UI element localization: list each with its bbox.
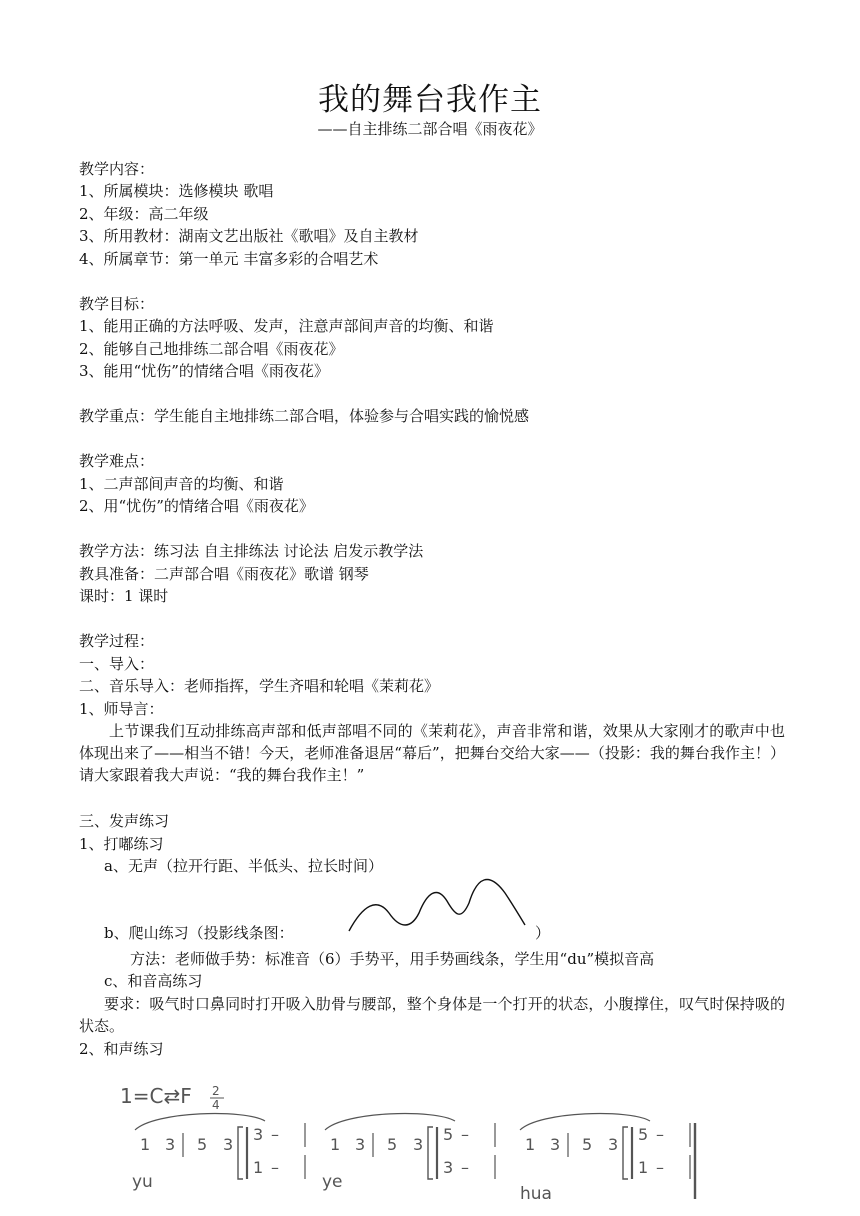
lower-part-dash: – [271,1158,279,1177]
part-bracket [623,1127,628,1179]
exercise-b-method: 方法：老师做手势：标准音（6）手势平，用手势画线条，学生用“du”模拟音高 [130,950,655,968]
exercise-c-requirement: 要求：吸气时口鼻同时打开吸入肋骨与腰部，整个身体是一个打开的状态，小腹撑住，叹气时保持吸的状态。 [79,995,785,1035]
lower-part-note: 1 [638,1158,649,1177]
process-step: 三、发声练习 [79,812,170,830]
score-time-top: 2 [212,1084,220,1098]
difficulty-item: 2、用“忧伤”的情绪合唱《雨夜花》 [79,497,314,515]
lower-part-dash: – [461,1158,469,1177]
score-note: 5 [387,1135,398,1154]
score-note: 1 [140,1135,151,1154]
slur-mark [135,1114,265,1130]
slur-mark [325,1114,455,1130]
lyric-syllable: hua [520,1184,552,1204]
score-note: 3 [223,1135,234,1154]
process-substep: 2、和声练习 [79,1040,164,1058]
difficulty-item: 1、二声部间声音的均衡、和谐 [79,475,284,493]
lyric-syllable: yu [132,1172,153,1192]
page-subtitle: ——自主排练二部合唱《雨夜花》 [317,120,543,138]
upper-part-dash: – [656,1125,664,1144]
exercise-b-close: ） [535,924,551,942]
difficulty-heading: 教学难点： [79,452,155,470]
part-bracket [238,1127,243,1179]
harmony-score [120,1075,740,1205]
score-time-bottom: 4 [212,1098,220,1112]
teaching-method: 教学方法：练习法 自主排练法 讨论法 启发示教学法 [79,542,424,560]
goal-item: 1、能用正确的方法呼吸、发声，注意声部间声音的均衡、和谐 [79,317,494,335]
content-heading: 教学内容： [79,160,155,178]
lower-part-note: 1 [253,1158,264,1177]
process-heading: 教学过程： [79,632,155,650]
content-item: 2、年级：高二年级 [79,205,209,223]
exercise-b: b、爬山练习（投影线条图： [104,924,294,942]
score-note: 1 [330,1135,341,1154]
score-note: 3 [550,1135,561,1154]
part-bracket [428,1127,433,1179]
score-key: 1=C⇄F [120,1084,192,1108]
exercise-c: c、和音高练习 [104,972,203,990]
score-note: 3 [165,1135,176,1154]
process-substep: 1、打嘟练习 [79,835,164,853]
content-item: 1、所属模块：选修模块 歌唱 [79,182,274,200]
page-title: 我的舞台我作主 [318,82,542,118]
content-item: 3、所用教材：湖南文艺出版社《歌唱》及自主教材 [79,227,419,245]
process-step: 二、音乐导入：老师指挥，学生齐唱和轮唱《茉莉花》 [79,677,440,695]
score-note: 3 [355,1135,366,1154]
lower-part-note: 3 [443,1158,454,1177]
process-step: 一、导入： [79,655,155,673]
goals-heading: 教学目标： [79,295,155,313]
key-point: 教学重点：学生能自主地排练二部合唱，体验参与合唱实践的愉悦感 [79,407,530,425]
upper-part-note: 5 [443,1125,454,1144]
score-note: 1 [525,1135,536,1154]
process-substep: 1、师导言： [79,700,164,718]
upper-part-dash: – [271,1125,279,1144]
score-note: 5 [582,1135,593,1154]
class-hours: 课时：1 课时 [79,587,169,605]
content-item: 4、所属章节：第一单元 丰富多彩的合唱艺术 [79,250,379,268]
slur-mark [520,1114,650,1130]
score-note: 3 [413,1135,424,1154]
score-measures [132,1114,695,1204]
upper-part-note: 3 [253,1125,264,1144]
exercise-a: a、无声（拉开行距、半低头、拉长时间） [104,857,383,875]
upper-part-note: 5 [638,1125,649,1144]
mountain-line-figure [345,873,535,941]
score-note: 5 [197,1135,208,1154]
guide-paragraph: 上节课我们互动排练高声部和低声部唱不同的《茉莉花》，声音非常和谐，效果从大家刚才的歌声中也体现出来了——相当不错！今天，老师准备退居“幕后”，把舞台交给大家——（投影：我的舞台我作主！）请大家跟着我大声说：“我的舞台我作主！” [79,722,785,784]
score-note: 3 [608,1135,619,1154]
upper-part-dash: – [461,1125,469,1144]
goal-item: 2、能够自己地排练二部合唱《雨夜花》 [79,340,344,358]
goal-item: 3、能用“忧伤”的情绪合唱《雨夜花》 [79,362,329,380]
lyric-syllable: ye [322,1172,343,1192]
teaching-tools: 教具准备：二声部合唱《雨夜花》歌谱 钢琴 [79,565,369,583]
lower-part-dash: – [656,1158,664,1177]
